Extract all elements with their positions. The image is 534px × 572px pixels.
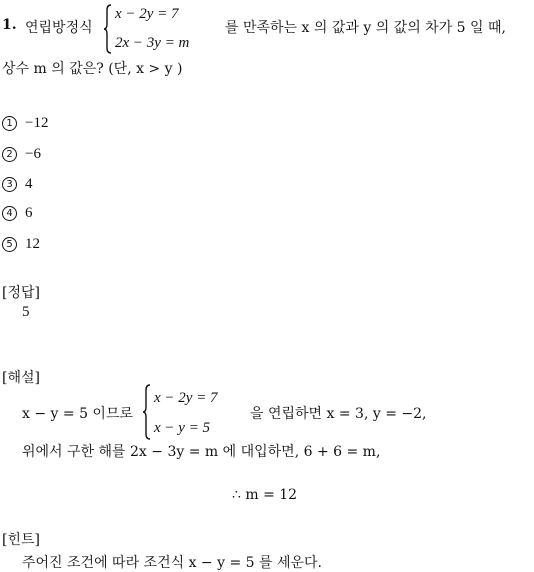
explanation-line-2: 위에서 구한 해를 2x − 3y = m 에 대입하면, 6 + 6 = m, [22,444,381,460]
choice-value: 6 [25,205,33,221]
answer-value: 5 [22,304,30,320]
choice-item[interactable] [2,205,33,222]
answer-heading: [정답] [2,285,40,301]
explanation-equation-1: x − 2y = 7 [154,390,218,406]
hint-text: 주어진 조건에 따라 조건식 x − y = 5 를 세운다. [22,555,322,571]
question-line-2: 상수 m 의 값은? (단, x > y ) [2,61,183,77]
left-brace-icon [142,384,152,440]
choice-item[interactable] [2,236,40,253]
choice-value: 4 [25,176,33,192]
explanation-equation-system [142,384,237,440]
question-tail: 를 만족하는 x 의 값과 y 의 값의 차가 5 일 때, [225,20,506,36]
explanation-equation-2: x − y = 5 [154,420,211,436]
question-equation-1: x − 2y = 7 [115,6,179,22]
explanation-conclusion: ∴ m = 12 [232,487,298,503]
choice-marker: 4 [2,206,17,221]
choice-marker: 2 [2,147,17,162]
choice-marker: 3 [2,177,17,192]
question-equation-system [103,4,218,54]
left-brace-icon [103,4,113,54]
explanation-line-1-post: 을 연립하면 x = 3, y = −2, [250,406,427,422]
question-number: 1. [2,17,17,33]
choice-marker: 5 [2,237,17,252]
choice-item[interactable] [2,176,33,193]
choice-item[interactable] [2,146,41,163]
choice-item[interactable] [2,115,48,132]
choice-marker: 1 [2,116,17,131]
explanation-line-1-pre: x − y = 5 이므로 [22,406,133,422]
explanation-heading: [해설] [2,370,40,386]
question-equation-2: 2x − 3y = m [115,35,190,51]
question-lead: 연립방정식 [25,20,93,36]
choice-value: −6 [25,146,41,162]
hint-heading: [힌트] [2,532,40,548]
choice-value: 12 [25,236,40,252]
choice-value: −12 [25,115,49,131]
